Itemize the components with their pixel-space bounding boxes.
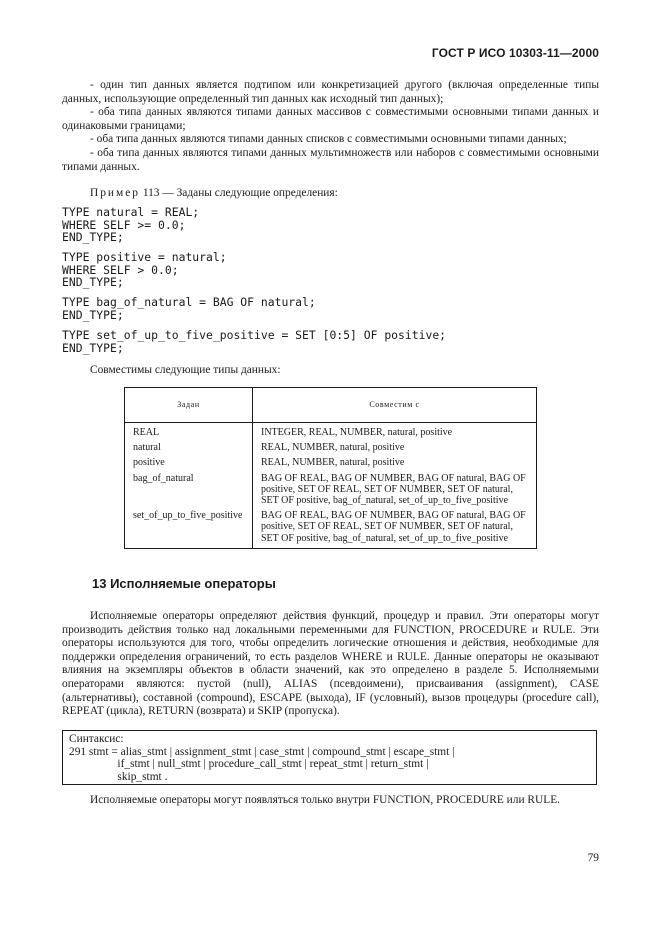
compat-intro: Совместимы следующие типы данных: [90, 364, 281, 376]
table-row [125, 473, 537, 511]
closing-block [62, 794, 599, 808]
bullet-array: - оба типа данных являются типами данных массивов с совместимыми основными типами данных и одинаковыми границами; [62, 106, 599, 132]
closing-paragraph: Исполняемые операторы могут появляться только внутри FUNCTION, PROCEDURE или RULE. [90, 794, 560, 806]
section-body [62, 610, 599, 719]
syntax-box [62, 730, 597, 785]
code-block-natural [62, 206, 599, 244]
table-row [125, 442, 537, 457]
compatibility-table [124, 387, 537, 549]
table-header-given: Задан [125, 388, 253, 423]
table-cell-compatible: REAL, NUMBER, natural, positive [253, 457, 537, 472]
example-label: Пример [90, 187, 140, 199]
table-row [125, 423, 537, 443]
code-block-positive [62, 251, 599, 289]
table-header-compatible: Совместим с [253, 388, 537, 423]
table-row [125, 510, 537, 548]
code-block-bag [62, 296, 599, 321]
code-bag-of-natural: TYPE bag_of_natural = BAG OF natural; END_TYPE; [62, 295, 316, 322]
table-row [125, 457, 537, 472]
code-set-of-positive: TYPE set_of_up_to_five_positive = SET [0:5] OF positive; END_TYPE; [62, 328, 447, 355]
table-cell-given: REAL [125, 423, 253, 443]
table-cell-given: bag_of_natural [125, 473, 253, 511]
intro-bullets [62, 79, 599, 174]
syntax-label: Синтаксис: [69, 733, 124, 745]
table-cell-compatible: BAG OF REAL, BAG OF NUMBER, BAG OF natural, BAG OF positive, SET OF REAL, SET OF NUMBER, SET OF natural, SET OF positive, bag_of_natural, set_of_up_to_five_positive [253, 473, 537, 511]
bullet-bag-set: - оба типа данных являются типами данных мультимножеств или наборов с совместимыми основными типами данных. [62, 146, 599, 173]
table-cell-given: natural [125, 442, 253, 457]
table-cell-compatible: BAG OF REAL, BAG OF NUMBER, BAG OF natural, BAG OF positive, SET OF REAL, SET OF NUMBER, SET OF natural, SET OF positive, bag_of_natural, set_of_up_to_five_positive [253, 510, 537, 548]
example-line [90, 187, 627, 201]
syntax-rule: 291 stmt = alias_stmt | assignment_stmt | case_stmt | compound_stmt | escape_stmt | if_stmt | null_stmt | procedure_call_stmt | repeat_stmt | return_stmt | skip_stmt . [69, 745, 455, 783]
code-natural: TYPE natural = REAL; WHERE SELF >= 0.0; END_TYPE; [62, 205, 200, 245]
code-positive: TYPE positive = natural; WHERE SELF > 0.0; END_TYPE; [62, 250, 227, 290]
table-cell-given: set_of_up_to_five_positive [125, 510, 253, 548]
section-title: 13 Исполняемые операторы [92, 576, 276, 591]
example-text: 113 — Заданы следующие определения: [142, 187, 338, 199]
page-number: 79 [587, 852, 599, 864]
bullet-subtype: - один тип данных является подтипом или конкретизацией другого (включая определенные типы данных, использующие определенный тип данных как исходный тип данных); [62, 79, 599, 105]
table-cell-given: positive [125, 457, 253, 472]
table-cell-compatible: REAL, NUMBER, natural, positive [253, 442, 537, 457]
compat-intro-line [90, 364, 627, 378]
standard-header: ГОСТ Р ИСО 10303-11—2000 [431, 46, 599, 60]
table-cell-compatible: INTEGER, REAL, NUMBER, natural, positive [253, 423, 537, 443]
section-paragraph: Исполняемые операторы определяют действия функций, процедур и правил. Эти операторы могут производить действия только над локальными переменными для FUNCTION, PROCEDURE и RULE. Эти операторы используются для того, чтобы определить логические отношения и действия, необходимые для поддержки определения ограничений, то есть разделов WHERE и RULE. Данные операторы не оказывают влияния на экземпляры объектов в области значений, как это определено в разделе 5. Исполняемыми операторами являются: пустой (null), ALIAS (псевдоимени), присваивания (assignment), CASE (альтернативы), составной (compound), ESCAPE (выхода), IF (условный), вызов процедуры (procedure call), REPEAT (цикла), RETURN (возврата) и SKIP (пропуска). [62, 610, 599, 718]
bullet-list: - оба типа данных являются типами данных списков с совместимыми основными типами данных; [90, 133, 567, 146]
code-block-set [62, 329, 599, 354]
